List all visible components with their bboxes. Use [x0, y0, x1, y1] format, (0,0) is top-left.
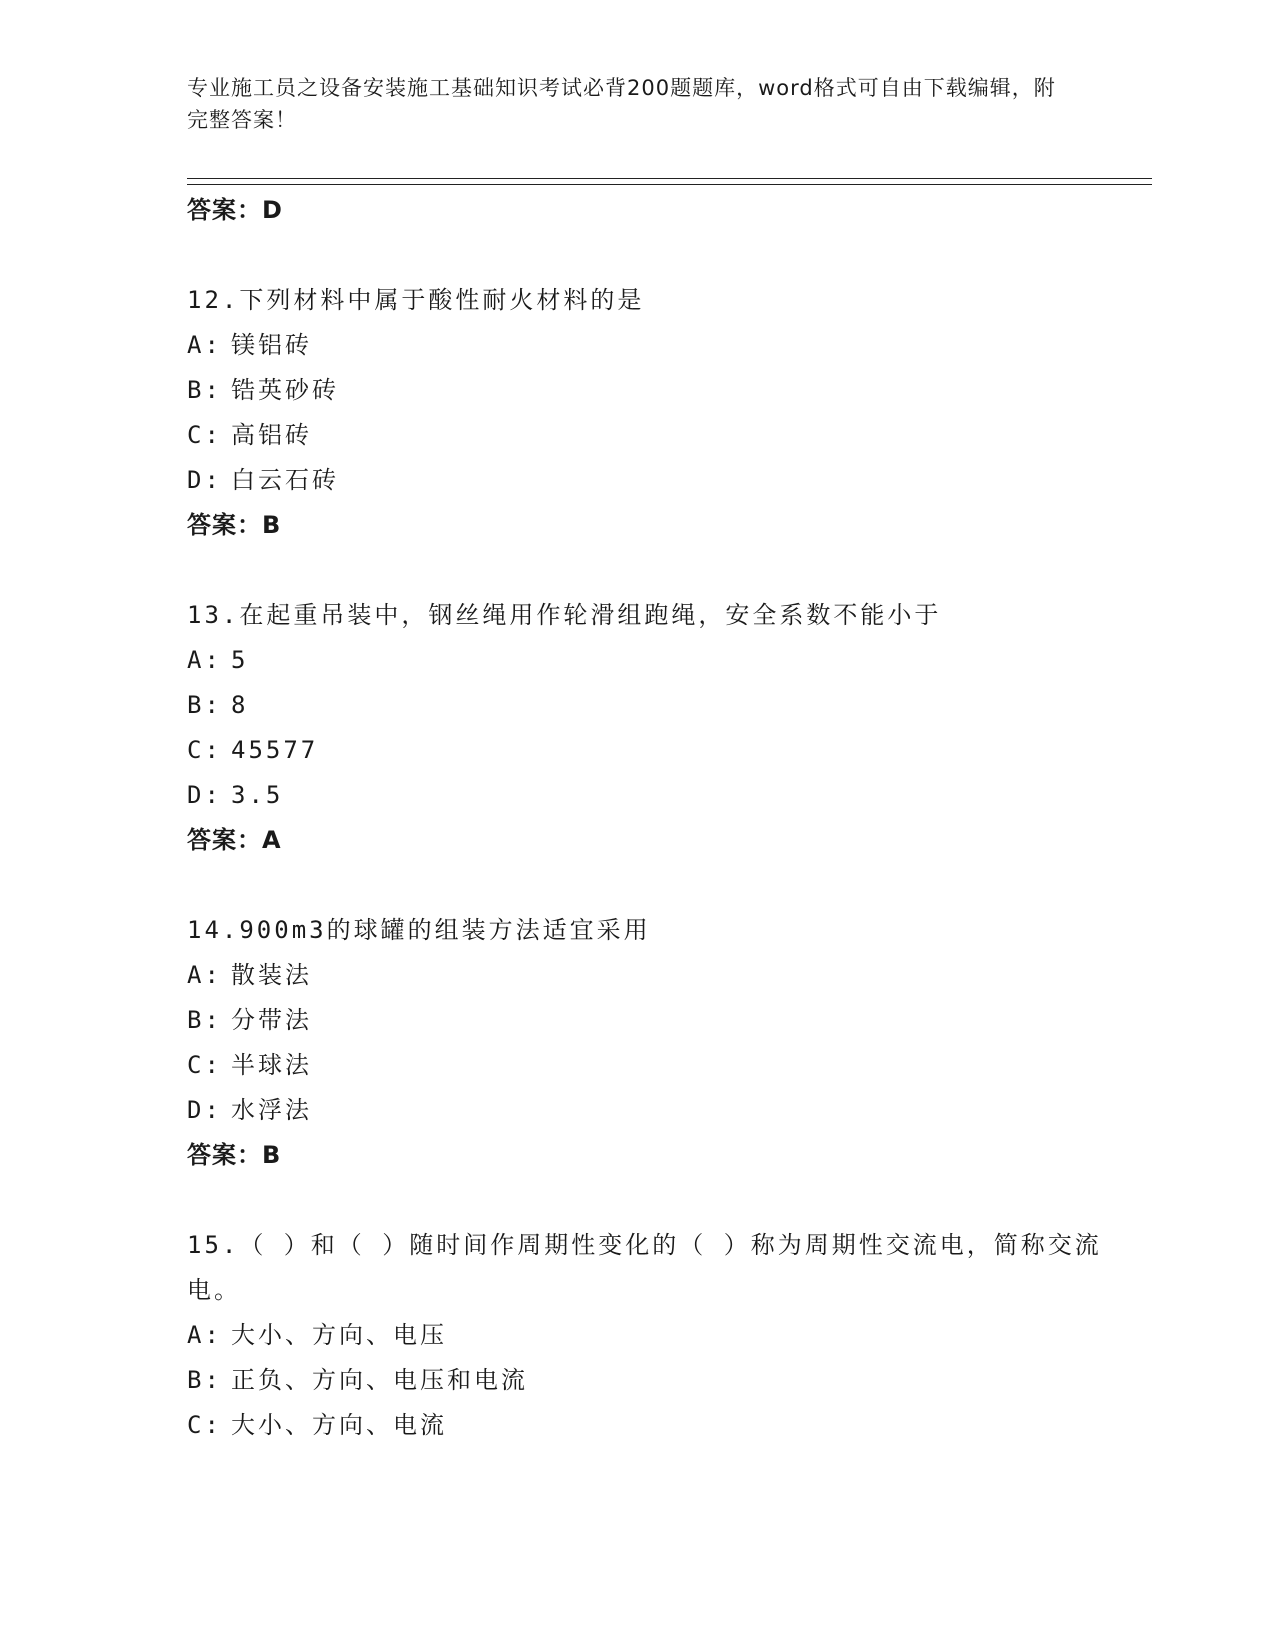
option-b: [187, 683, 1107, 728]
option-key: A:: [187, 331, 222, 359]
option-text: 大小、方向、电流: [231, 1411, 447, 1439]
option-key: A:: [187, 1321, 222, 1349]
option-text: 散装法: [231, 961, 312, 989]
option-text: 白云石砖: [231, 466, 339, 494]
option-key: A:: [187, 646, 222, 674]
option-key: C:: [187, 1051, 222, 1079]
option-a: [187, 638, 1107, 683]
option-key: B:: [187, 691, 222, 719]
option-key: C:: [187, 1411, 222, 1439]
option-c: [187, 1043, 1107, 1088]
option-text: 3.5: [231, 781, 284, 809]
option-key: B:: [187, 1366, 222, 1394]
question-text: 12.下列材料中属于酸性耐火材料的是: [187, 286, 645, 314]
question-block: [187, 908, 1107, 1178]
option-text: 半球法: [231, 1051, 312, 1079]
option-key: C:: [187, 736, 222, 764]
option-b: [187, 998, 1107, 1043]
option-key: D:: [187, 466, 222, 494]
option-b: [187, 368, 1107, 413]
option-text: 水浮法: [231, 1096, 312, 1124]
option-c: [187, 1403, 1107, 1448]
option-d: [187, 458, 1107, 503]
option-key: C:: [187, 421, 222, 449]
option-key: B:: [187, 1006, 222, 1034]
question-text: 14.900m3的球罐的组装方法适宜采用: [187, 916, 651, 944]
option-b: [187, 1358, 1107, 1403]
option-text: 8: [231, 691, 249, 719]
question-text: 13.在起重吊装中，钢丝绳用作轮滑组跑绳，安全系数不能小于: [187, 601, 942, 629]
option-d: [187, 773, 1107, 818]
option-text: 大小、方向、电压: [231, 1321, 447, 1349]
header-double-rule: [187, 178, 1152, 185]
answer-line: 答案：A: [187, 826, 282, 854]
page-header: 专业施工员之设备安装施工基础知识考试必背200题题库，word格式可自由下载编辑，附完整答案！: [187, 76, 1056, 132]
option-c: [187, 413, 1107, 458]
question-block: [187, 593, 1107, 863]
option-a: [187, 323, 1107, 368]
answer-line: 答案：B: [187, 511, 282, 539]
option-text: 45577: [231, 736, 319, 764]
option-key: B:: [187, 376, 222, 404]
option-key: D:: [187, 781, 222, 809]
option-text: 高铝砖: [231, 421, 312, 449]
question-block: [187, 1223, 1107, 1448]
question-block: [187, 278, 1107, 548]
option-text: 5: [231, 646, 249, 674]
option-a: [187, 953, 1107, 998]
answer-line: 答案：B: [187, 1141, 282, 1169]
option-text: 分带法: [231, 1006, 312, 1034]
option-text: 锆英砂砖: [231, 376, 339, 404]
document-body: [187, 188, 1107, 1448]
option-key: D:: [187, 1096, 222, 1124]
option-text: 镁铝砖: [231, 331, 312, 359]
question-text: 15.（ ）和（ ）随时间作周期性变化的（ ）称为周期性交流电，简称交流电。: [187, 1231, 1102, 1304]
answer-line: 答案：D: [187, 196, 283, 224]
option-c: [187, 728, 1107, 773]
option-a: [187, 1313, 1107, 1358]
option-text: 正负、方向、电压和电流: [231, 1366, 528, 1394]
option-d: [187, 1088, 1107, 1133]
option-key: A:: [187, 961, 222, 989]
